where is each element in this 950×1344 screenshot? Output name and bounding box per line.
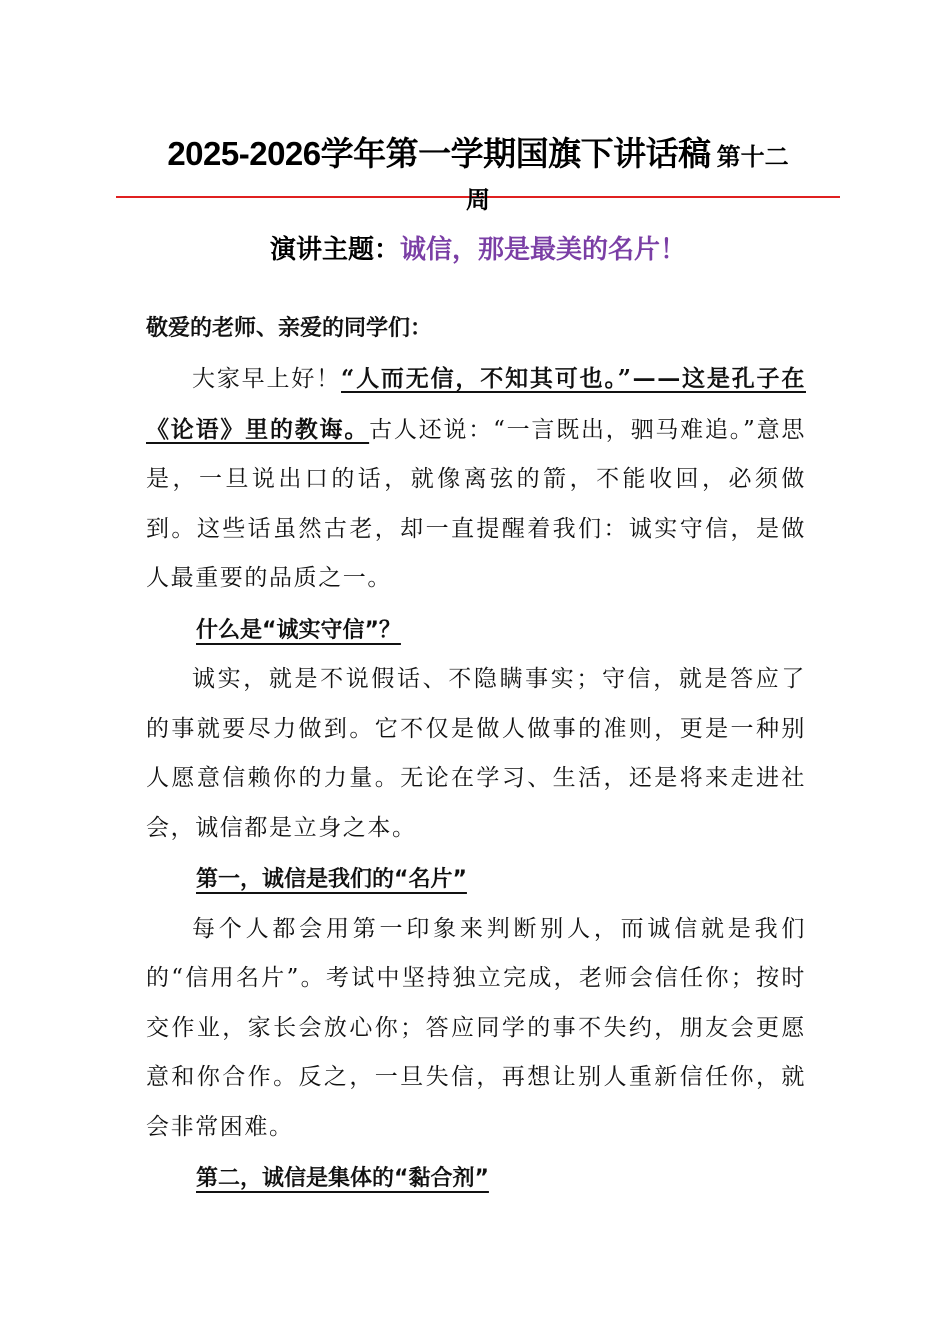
greeting: 敬爱的老师、亲爱的同学们： (146, 316, 433, 341)
paragraph-first: 每个人都会用第一印象来判断别人，而诚信就是我们的“信用名片”。考试中坚持独立完成，老师会信任你；按时交作业，家长会放心你；答应同学的事不失约，朋友会更愿意和你合作。反之，一旦失信，再想让别人重新信任你，就会非常困难。 (146, 915, 806, 1140)
intro-lead: 大家早上好！ (192, 366, 342, 392)
intro-quote: “人而无信，不知其可也。”——这是孔子在《论语》里的教诲。 (146, 365, 806, 443)
paragraph-definition: 诚实，就是不说假话、不隐瞒事实；守信，就是答应了的事就要尽力做到。它不仅是做人做事的准则，更是一种别人愿意信赖你的力量。无论在学习、生活，还是将来走进社会，诚信都是立身之本。 (146, 666, 806, 841)
section-heading-first (146, 855, 806, 905)
paragraph-intro (146, 354, 806, 604)
heading-text: 第二，诚信是集体的“黏合剂” (196, 1166, 489, 1191)
title-suffix-line2: 周 (466, 186, 490, 214)
theme-label: 演讲主题： (269, 235, 400, 265)
intro-rest: 古人还说：“一言既出，驷马难追。”意思是，一旦说出口的话，就像离弦的箭，不能收回，必须做到。这些话虽然古老，却一直提醒着我们：诚实守信，是做人最重要的品质之一。 (146, 416, 806, 591)
theme-text: 诚信，那是最美的名片！ (400, 235, 687, 265)
page-title (116, 132, 840, 183)
section-heading-definition (146, 606, 806, 656)
speech-body (146, 304, 806, 1204)
heading-text: 什么是“诚实守信”？ (196, 617, 401, 643)
title-suffix-text: 第十二 (716, 143, 789, 171)
title-main-text: 2025-2026学年第一学期国旗下讲话稿 (167, 135, 711, 172)
section-heading-second (146, 1154, 806, 1204)
title-block (116, 132, 840, 183)
speech-theme (116, 230, 840, 270)
heading-text: 第一，诚信是我们的“名片” (196, 867, 467, 892)
